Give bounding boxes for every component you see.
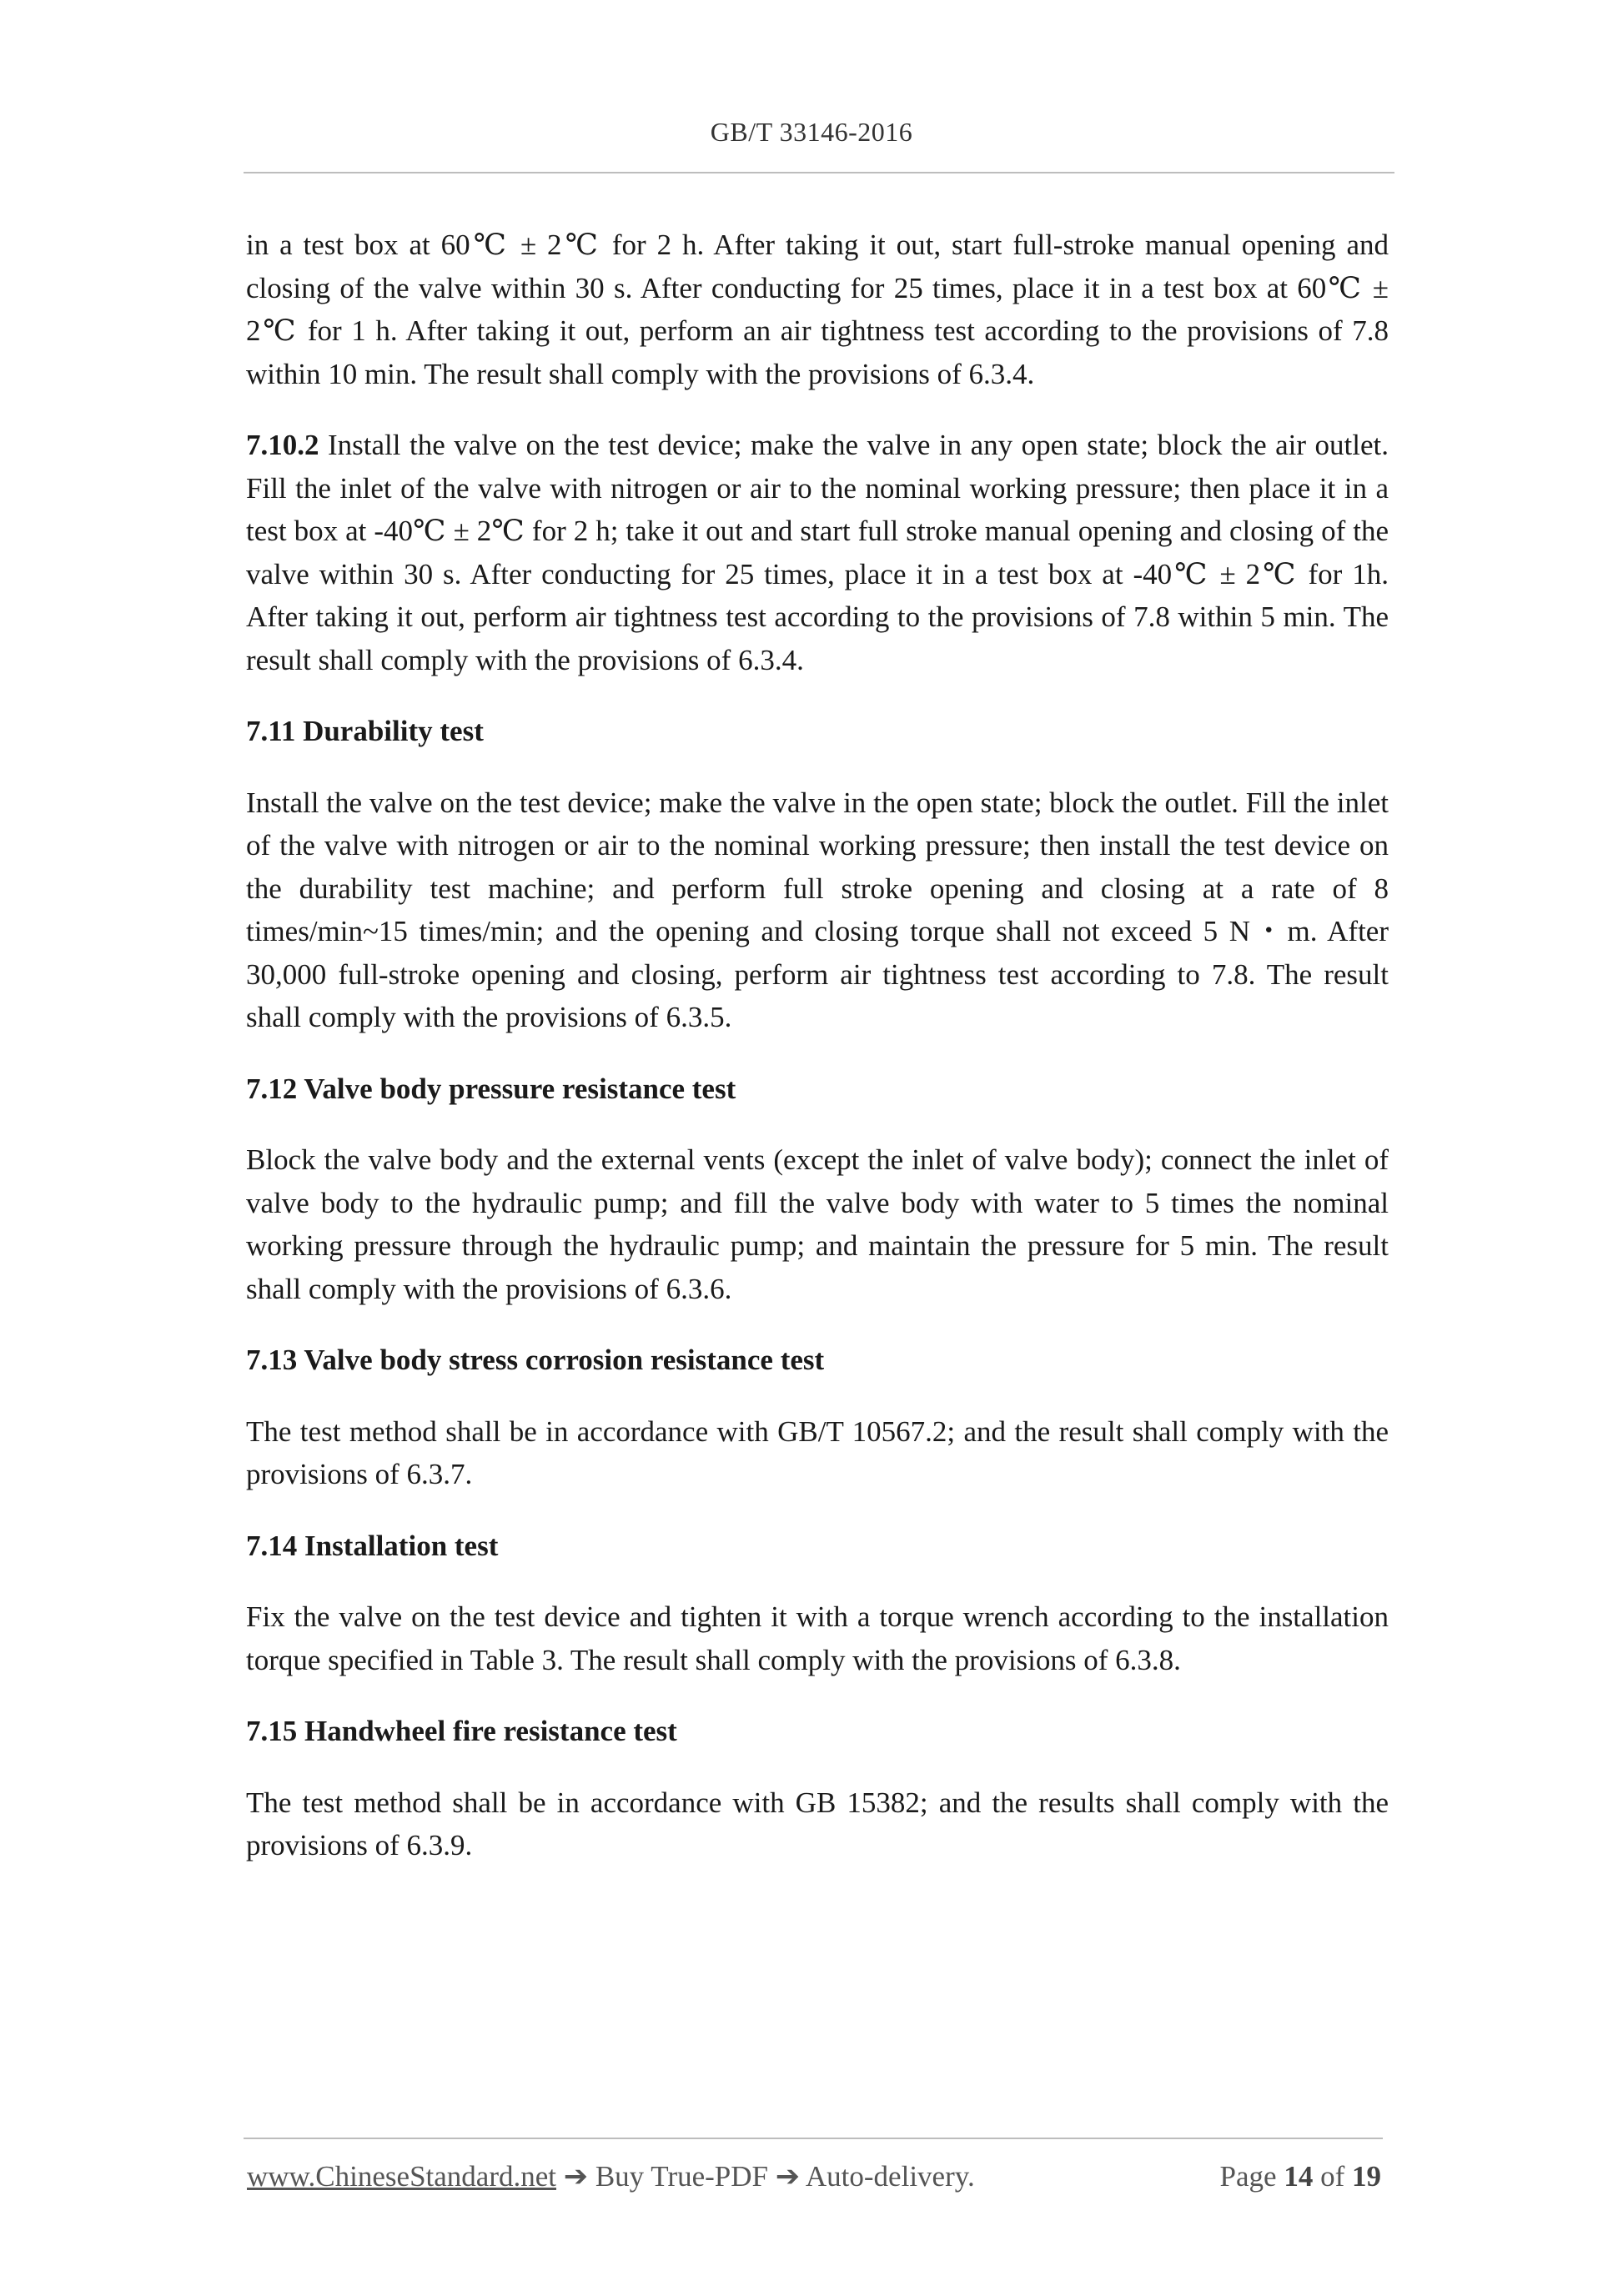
auto-delivery-text: Auto-delivery. (805, 2160, 975, 2193)
page-current: 14 (1284, 2160, 1314, 2193)
section-heading-7-11: 7.11 Durability test (246, 715, 484, 747)
website-link[interactable]: www.ChineseStandard.net (247, 2160, 556, 2193)
page-of-label: of (1320, 2160, 1345, 2193)
spacer (246, 1753, 1389, 1781)
paragraph-7-14: Fix the valve on the test device and tighten it with a torque wrench according to the installation torque specified in Table 3. The result shall comply with the provisions of 6.3.8. (246, 1600, 1389, 1676)
spacer (246, 1496, 1389, 1525)
page-number (1220, 2160, 1381, 2193)
page-label: Page (1219, 2160, 1277, 2193)
header-divider (244, 172, 1394, 173)
arrow-right-icon: ➔ (775, 2160, 801, 2193)
footer-divider (244, 2138, 1383, 2139)
section-heading-7-14: 7.14 Installation test (246, 1529, 499, 1562)
paragraph-7-12: Block the valve body and the external vents (except the inlet of valve body); connect the inlet of valve body to the hydraulic pump; and fill the valve body with water to 5 times the nominal working pressure through the hydraulic pump; and maintain the pressure for 5 min. The result shall comply with the provisions of 6.3.6. (246, 1143, 1389, 1305)
spacer (246, 1310, 1389, 1339)
page-header-title: GB/T 33146-2016 (710, 117, 913, 147)
spacer (246, 1681, 1389, 1710)
paragraph-7-13: The test method shall be in accordance with GB/T 10567.2; and the result shall comply with the provisions of 6.3.7. (246, 1414, 1389, 1490)
buy-pdf-text: Buy True-PDF (595, 2160, 768, 2193)
paragraph-intro-continuation: in a test box at 60℃ ± 2℃ for 2 h. After taking it out, start full-stroke manual opening and closing of the valve within 30 s. After conducting for 25 times, place it in a test box at 60℃ ± 2℃ for 1 h. After taking it out, perform an air tightness test according to the provisions of 7.8 within 10 min. The result shall comply with the provisions of 6.3.4. (246, 229, 1389, 390)
section-heading-7-13: 7.13 Valve body stress corrosion resistance test (246, 1344, 825, 1376)
paragraph-7-11: Install the valve on the test device; make the valve in the open state; block the outlet. Fill the inlet of the valve with nitrogen or air to the nominal working pressure; then install the test device on the durability test machine; and perform full stroke opening and closing at a rate of 8 times/min~15 times/min; and the opening and closing torque shall not exceed 5 N・m. After 30,000 full-stroke opening and closing, perform air tightness test according to 7.8. The result shall comply with the provisions of 6.3.5. (246, 786, 1389, 1033)
spacer (246, 1039, 1389, 1068)
paragraph-7-15: The test method shall be in accordance with GB 15382; and the results shall comply with the provisions of 6.3.9. (246, 1786, 1389, 1861)
section-heading-7-12: 7.12 Valve body pressure resistance test (246, 1072, 736, 1105)
arrow-right-icon: ➔ (563, 2160, 589, 2193)
spacer (246, 1567, 1389, 1595)
spacer (246, 1110, 1389, 1138)
spacer (246, 753, 1389, 781)
page-total: 19 (1352, 2160, 1381, 2193)
spacer (246, 681, 1389, 710)
paragraph-7-10-2 (246, 424, 1389, 681)
spacer (246, 395, 1389, 424)
document-body (246, 224, 1389, 1867)
footer-promo (247, 2160, 975, 2193)
section-heading-7-15: 7.15 Handwheel fire resistance test (246, 1715, 677, 1747)
clause-number-7-10-2: 7.10.2 (246, 429, 319, 461)
spacer (246, 1382, 1389, 1410)
clause-text-7-10-2: Install the valve on the test device; make the valve in any open state; block the air outlet. Fill the inlet of the valve with nitrogen or air to the nominal working pressure; then place it in a test box at -40℃ ± 2℃ for 2 h; take it out and start full stroke manual opening and closing of the valve within 30 s. After conducting for 25 times, place it in a test box at -40℃ ± 2℃ for 1h. After taking it out, perform air tightness test according to the provisions of 7.8 within 5 min. The result shall comply with the provisions of 6.3.4. (246, 429, 1389, 676)
